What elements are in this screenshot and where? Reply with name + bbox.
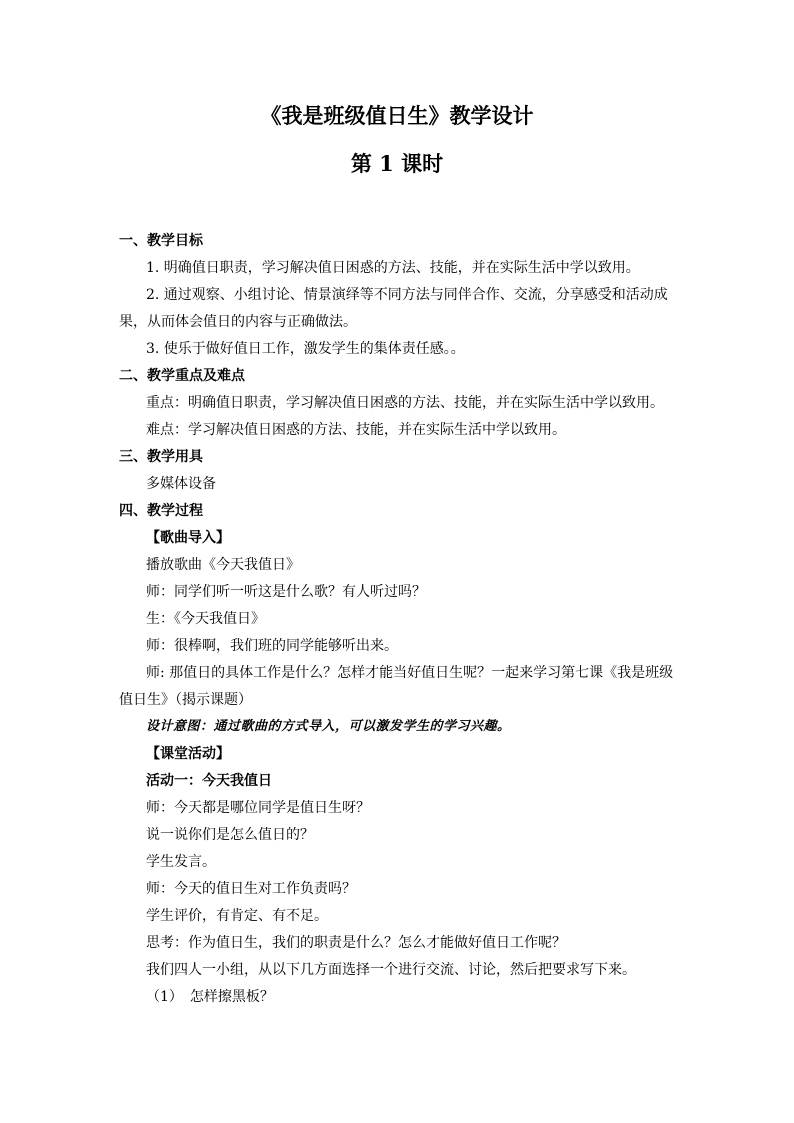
activity-heading: 活动一：今天我值日: [146, 773, 272, 789]
paragraph: 师：同学们听一听这是什么歌？有人听过吗？: [146, 584, 426, 600]
section-heading-process: 四、教学过程: [119, 503, 203, 519]
lesson-number: 第 1 课时: [350, 151, 444, 176]
paragraph: 思考：作为值日生，我们的职责是什么？怎么才能做好值日工作呢？: [146, 935, 566, 951]
focus-text: 重点：明确值日职责，学习解决值日困惑的方法、技能，并在实际生活中学以致用。: [146, 395, 664, 411]
subsection-heading: 【歌曲导入】: [146, 530, 230, 546]
section-heading-objectives: 一、教学目标: [119, 233, 203, 249]
paragraph: 生：《今天我值日》: [146, 611, 265, 627]
objective-item: 2. 通过观察、小组讨论、情景演绎等不同方法与同伴合作、交流，分享感受和活动成: [146, 287, 668, 303]
tools-text: 多媒体设备: [146, 476, 216, 492]
paragraph: 师：今天都是哪位同学是值日生呀？: [146, 800, 370, 816]
paragraph-continuation: 值日生》（揭示课题）: [119, 692, 252, 708]
paragraph: 师：很棒啊，我们班的同学能够听出来。: [146, 638, 398, 654]
paragraph: 学生评价，有肯定、有不足。: [146, 908, 328, 924]
design-intent: 设计意图：通过歌曲的方式导入，可以激发学生的学习兴趣。: [146, 719, 511, 734]
paragraph: 播放歌曲《今天我值日》: [146, 557, 300, 573]
objective-item-continuation: 果，从而体会值日的内容与正确做法。: [119, 314, 357, 330]
paragraph: 我们四人一小组，从以下几方面选择一个进行交流、讨论，然后把要求写下来。: [146, 962, 636, 978]
paragraph: 说一说你们是怎么值日的？: [146, 827, 314, 843]
objective-item: 1. 明确值日职责，学习解决值日困惑的方法、技能，并在实际生活中学以致用。: [146, 260, 640, 276]
objective-item: 3. 使乐于做好值日工作，激发学生的集体责任感。。: [146, 341, 465, 357]
document-title: 《我是班级值日生》教学设计: [260, 103, 534, 128]
paragraph: 师：今天的值日生对工作负责吗？: [146, 881, 356, 897]
paragraph: 师: 那值日的具体工作是什么？怎样才能当好值日生呢？一起来学习第七课《我是班级: [146, 665, 674, 681]
section-heading-tools: 三、教学用具: [119, 449, 203, 465]
list-item: （1） 怎样擦黑板？: [146, 989, 274, 1005]
section-heading-focus: 二、教学重点及难点: [119, 368, 245, 384]
paragraph: 学生发言。: [146, 854, 216, 870]
subsection-heading: 【课堂活动】: [146, 746, 230, 762]
difficulty-text: 难点：学习解决值日困惑的方法、技能，并在实际生活中学以致用。: [146, 422, 566, 438]
